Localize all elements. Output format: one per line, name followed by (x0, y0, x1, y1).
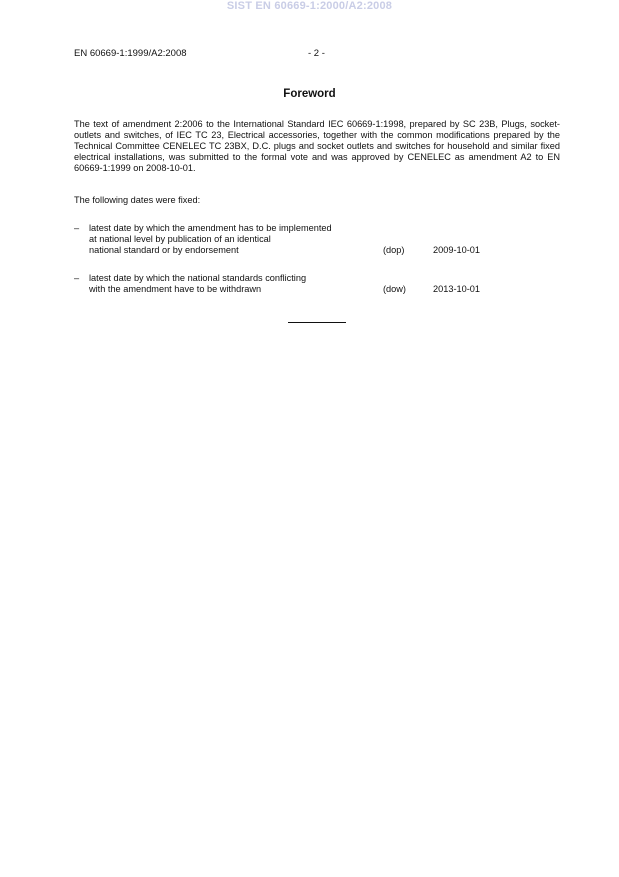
date-abbreviation: (dow) (383, 284, 406, 294)
description-line: national standard or by endorsement (89, 245, 239, 255)
header-page-number: - 2 - (308, 48, 325, 59)
end-rule (288, 322, 346, 323)
description-line: at national level by publication of an identical (89, 234, 271, 244)
description-line: with the amendment have to be withdrawn (89, 284, 262, 294)
date-item-description (89, 273, 379, 295)
description-line: latest date by which the amendment has to be implemented (89, 223, 332, 233)
list-dash: – (74, 223, 80, 233)
description-line: latest date by which the national standards conflicting (89, 273, 307, 283)
date-value: 2013-10-01 (433, 284, 480, 294)
date-item-description (89, 223, 379, 256)
dates-intro-paragraph: The following dates were fixed: (74, 195, 201, 205)
list-dash: – (74, 273, 80, 283)
date-value: 2009-10-01 (433, 245, 480, 255)
date-abbreviation: (dop) (383, 245, 405, 255)
header-standard-reference: EN 60669-1:1999/A2:2008 (74, 48, 187, 59)
document-watermark: SIST EN 60669-1:2000/A2:2008 (226, 0, 393, 12)
foreword-title: Foreword (283, 88, 336, 100)
foreword-paragraph: The text of amendment 2:2006 to the International Standard IEC 60669-1:1998, prepared by SC 23B, Plugs, socket-outlets and switches, of IEC TC 23, Electrical accessories, together with the common modifications prepared by the Technical Committee CENELEC TC 23BX, D.C. plugs and socket outlets and switches for household and similar fixed electrical installations, was submitted to the formal vote and was approved by CENELEC as amendment A2 to EN 60669-1:1999 on 2008-10-01. (74, 119, 560, 173)
